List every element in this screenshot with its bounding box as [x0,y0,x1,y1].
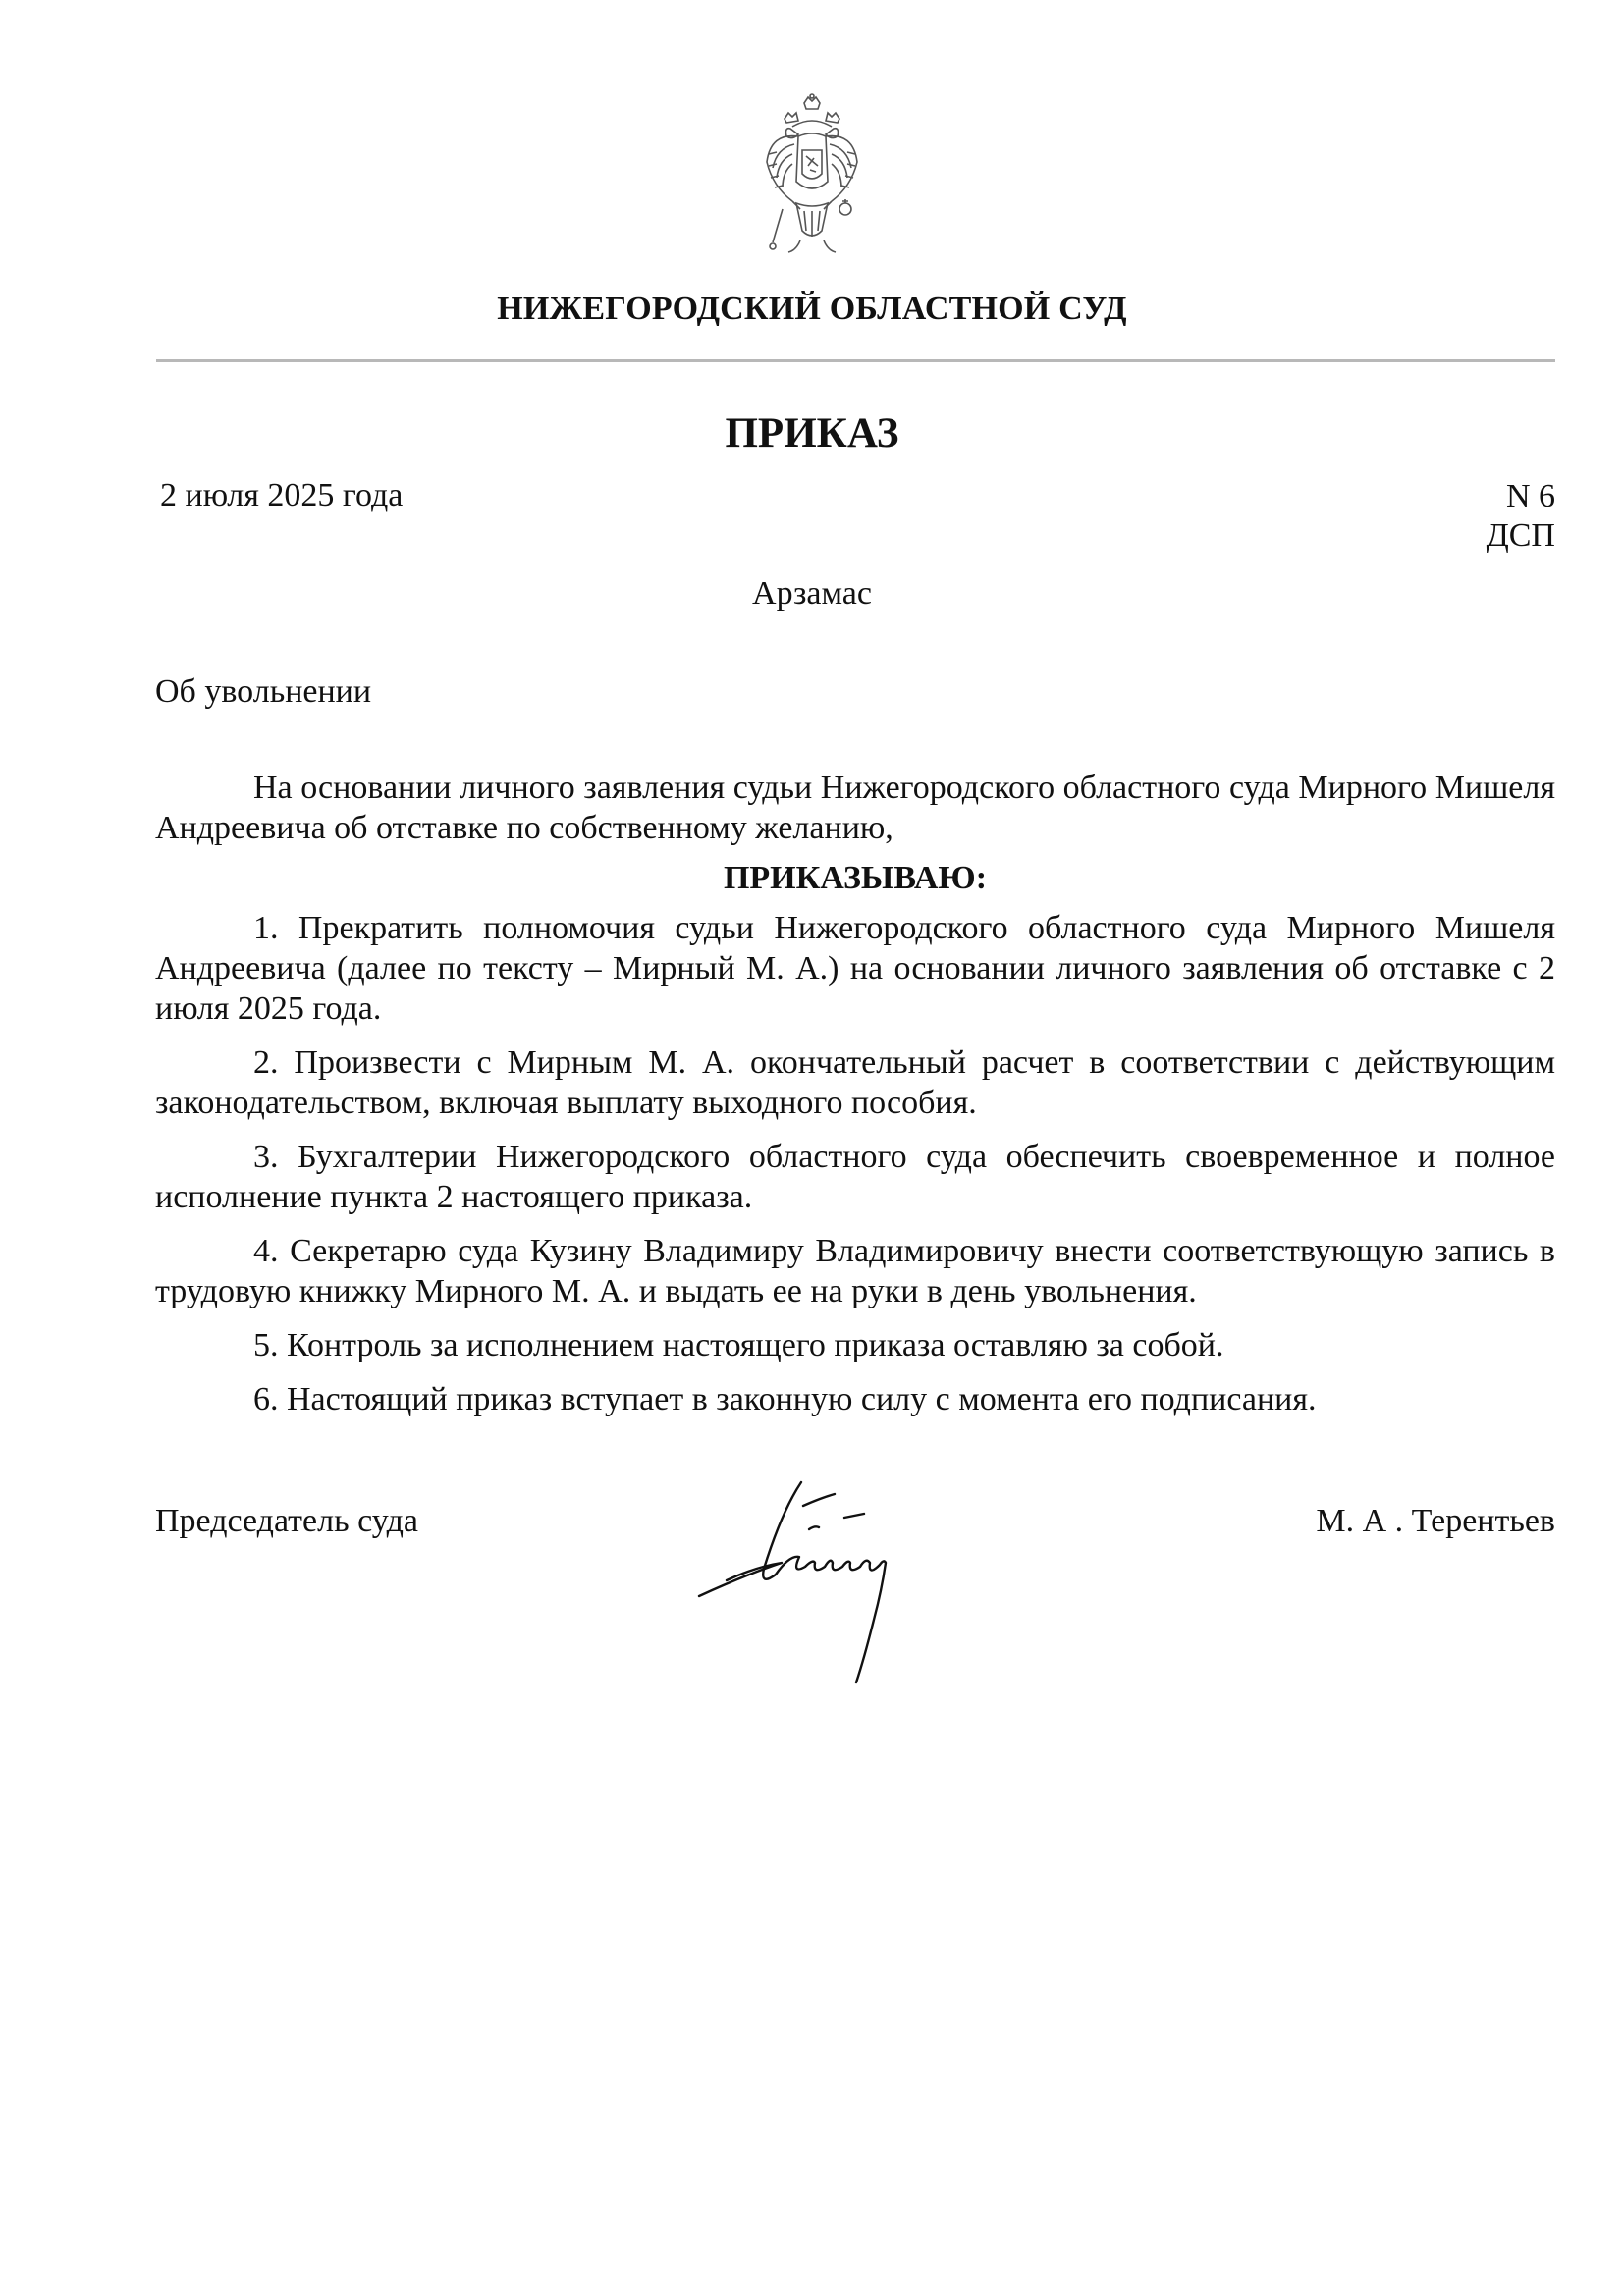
document-number: N 6 [1505,478,1555,514]
document-number-block [1487,477,1555,556]
document-body [155,768,1555,1433]
order-item: 2. Произвести с Мирным М. А. окончательный расчет в соответствии с действующим законодательством, включая выплату выходного пособия. [155,1044,1555,1121]
order-word: ПРИКАЗЫВАЮ: [723,860,988,896]
document-subject: Об увольнении [155,673,372,710]
document-title: ПРИКАЗ [725,410,899,456]
document-date: 2 июля 2025 года [160,477,404,513]
header-divider [156,359,1555,362]
order-item: 5. Контроль за исполнением настоящего приказа оставляю за собой. [253,1327,1224,1363]
signer-name: М. А . Терентьев [1316,1503,1555,1539]
coat-of-arms-icon [763,93,861,265]
order-item: 4. Секретарю суда Кузину Владимиру Владимировичу внести соответствующую запись в трудовую книжку Мирного М. А. и выдать ее на руки в день увольнения. [155,1233,1555,1309]
court-name: НИЖЕГОРОДСКИЙ ОБЛАСТНОЙ СУД [497,291,1127,327]
order-item: 6. Настоящий приказ вступает в законную силу с момента его подписания. [253,1381,1317,1417]
handwritten-signature [687,1472,952,1688]
signer-title: Председатель суда [155,1503,418,1539]
document-classification: ДСП [1486,517,1555,554]
preamble: На основании личного заявления судьи Нижегородского областного суда Мирного Мишеля Андреевича об отставке по собственному желанию, [155,770,1555,846]
order-item: 1. Прекратить полномочия судьи Нижегородского областного суда Мирного Мишеля Андреевича (далее по тексту – Мирный М. А.) на основании личного заявления об отставке с 2 июля 2025 года. [155,910,1555,1027]
document-city: Арзамас [752,575,872,612]
order-item: 3. Бухгалтерии Нижегородского областного суда обеспечить своевременное и полное исполнение пункта 2 настоящего приказа. [155,1139,1555,1215]
